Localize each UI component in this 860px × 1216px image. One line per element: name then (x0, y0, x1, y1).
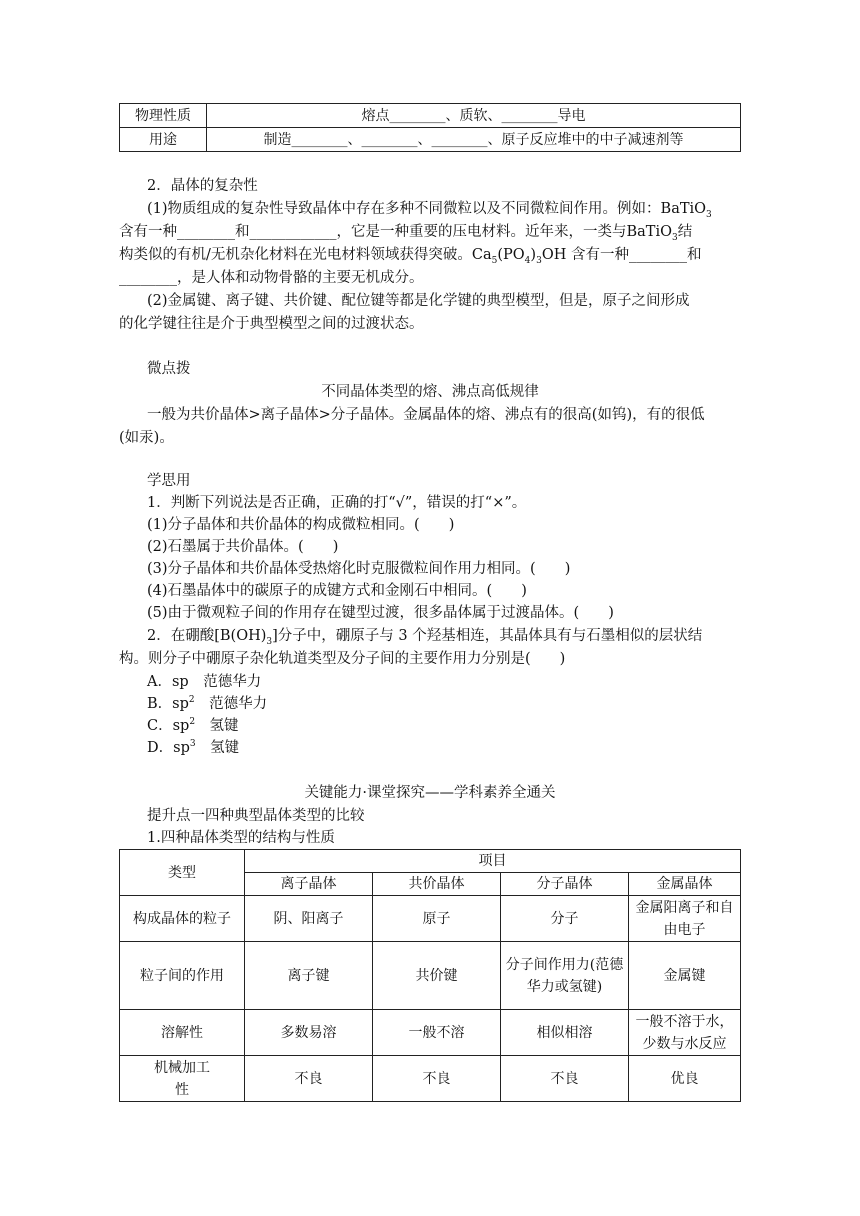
section-title: 关键能力·课堂探究——学科素养全通关 (304, 785, 556, 801)
judgement-item: (4)石墨晶体中的碳原子的成键方式和金刚石中相同。( ) (147, 583, 527, 599)
paragraph-line (119, 198, 712, 221)
table-row (120, 1010, 741, 1056)
superscript: 2 (188, 695, 195, 706)
row-label: 构成晶体的粒子 (120, 896, 245, 942)
text: (1)物质组成的复杂性导致晶体中存在多种不同微粒以及不同微粒间作用。例如：BaTiO (147, 201, 707, 217)
graphite-properties-table (119, 103, 741, 152)
table-cell: 金属阳离子和自由电子 (629, 896, 741, 942)
option-a: A．sp 范德华力 (147, 674, 262, 690)
project-header: 项目 (245, 850, 741, 873)
text: 范德华力 (194, 696, 268, 712)
table-cell: 优良 (629, 1056, 741, 1102)
subscript: 3 (266, 636, 273, 647)
table-cell: 离子键 (245, 942, 373, 1010)
subsection-title: 提升点一四种典型晶体类型的比较 (147, 808, 365, 824)
subscript: 5 (491, 255, 498, 266)
table-cell: 不良 (373, 1056, 501, 1102)
option-d (119, 737, 239, 760)
row-label: 物理性质 (120, 104, 207, 128)
judgement-item: (2)石墨属于共价晶体。( ) (147, 539, 339, 555)
judgement-item: (1)分子晶体和共价晶体的构成微粒相同。( ) (147, 517, 455, 533)
text: 氢键 (195, 718, 239, 734)
table-cell: 相似相溶 (501, 1010, 629, 1056)
subscript: 3 (536, 255, 542, 266)
text: D．sp (147, 740, 190, 756)
table-cell: 分子间作用力(范德华力或氢键) (501, 942, 629, 1010)
column-header: 金属晶体 (629, 873, 741, 896)
superscript: 2 (189, 717, 196, 728)
table-cell: 阴、阳离子 (245, 896, 373, 942)
table-cell: 分子 (501, 896, 629, 942)
table-row (120, 104, 741, 128)
text: 含有一种________和____________，它是一种重要的压电材料。近年来，一类与BaTiO (119, 224, 672, 240)
row-label: 机械加工性 (120, 1056, 245, 1102)
table-cell: 原子 (373, 896, 501, 942)
row-value: 制造________、________、________、原子反应堆中的中子减速剂等 (207, 128, 741, 152)
row-label: 溶解性 (120, 1010, 245, 1056)
paragraph-line: 的化学键往往是介于典型模型之间的过渡状态。 (119, 316, 424, 332)
tip-title: 不同晶体类型的熔、沸点高低规律 (321, 384, 539, 400)
paragraph-line (119, 221, 692, 244)
paragraph-line (119, 244, 701, 267)
column-header: 共价晶体 (373, 873, 501, 896)
text: ) (530, 247, 537, 263)
tip-heading: 微点拨 (147, 361, 191, 377)
text: 2．在硼酸[B(OH) (147, 628, 267, 644)
table-header-row (120, 850, 741, 873)
text: (PO (497, 247, 525, 263)
table-cell: 共价键 (373, 942, 501, 1010)
practice-heading: 学思用 (147, 473, 191, 489)
table-cell: 金属键 (629, 942, 741, 1010)
table-cell: 不良 (501, 1056, 629, 1102)
paragraph-line: ________，是人体和动物骨骼的主要无机成分。 (119, 270, 424, 286)
table-cell: 一般不溶 (373, 1010, 501, 1056)
table-row (120, 896, 741, 942)
table-row (120, 942, 741, 1010)
text: 结 (677, 224, 693, 240)
subscript: 3 (672, 232, 678, 243)
paragraph-line: (如汞)。 (119, 430, 174, 446)
text: 构类似的有机/无机杂化材料在光电材料领域获得突破。Ca (119, 247, 492, 263)
table-cell: 不良 (245, 1056, 373, 1102)
text: ]分子中，硼原子与 3 个羟基相连，其晶体具有与石墨相似的层状结 (272, 628, 703, 644)
option-b (119, 693, 267, 716)
column-header: 分子晶体 (501, 873, 629, 896)
type-header: 类型 (120, 850, 245, 896)
section-title: 2．晶体的复杂性 (147, 178, 258, 194)
text: C．sp (147, 718, 190, 734)
subsection-title: 1.四种晶体类型的结构与性质 (147, 830, 335, 846)
column-header: 离子晶体 (245, 873, 373, 896)
subscript: 3 (706, 209, 712, 220)
text: B．sp (147, 696, 189, 712)
table-cell: 多数易溶 (245, 1010, 373, 1056)
option-c (119, 715, 239, 738)
judgement-item: (5)由于微观粒子间的作用存在键型过渡，很多晶体属于过渡晶体。( ) (147, 605, 614, 621)
table-row (120, 128, 741, 152)
row-label: 用途 (120, 128, 207, 152)
row-value: 熔点________、质软、________导电 (207, 104, 741, 128)
superscript: 3 (189, 739, 196, 750)
judgement-item: (3)分子晶体和共价晶体受热熔化时克服微粒间作用力相同。( ) (147, 561, 571, 577)
text: 氢键 (195, 740, 240, 756)
paragraph-line: 一般为共价晶体>离子晶体>分子晶体。金属晶体的熔、沸点有的很高(如钨)，有的很低 (147, 407, 705, 423)
paragraph-line: (2)金属键、离子键、共价键、配位键等都是化学键的典型模型，但是，原子之间形成 (147, 293, 690, 309)
question-1: 1．判断下列说法是否正确，正确的打“√”，错误的打“×”。 (147, 495, 527, 511)
subscript: 4 (524, 255, 531, 266)
question-2-line (119, 625, 702, 648)
table-row (120, 1056, 741, 1102)
text: OH 含有一种________和 (541, 247, 702, 263)
question-2-line: 构。则分子中硼原子杂化轨道类型及分子间的主要作用力分别是( ) (119, 651, 566, 667)
row-label: 粒子间的作用 (120, 942, 245, 1010)
crystal-comparison-table (119, 849, 741, 1102)
table-cell: 一般不溶于水，少数与水反应 (629, 1010, 741, 1056)
